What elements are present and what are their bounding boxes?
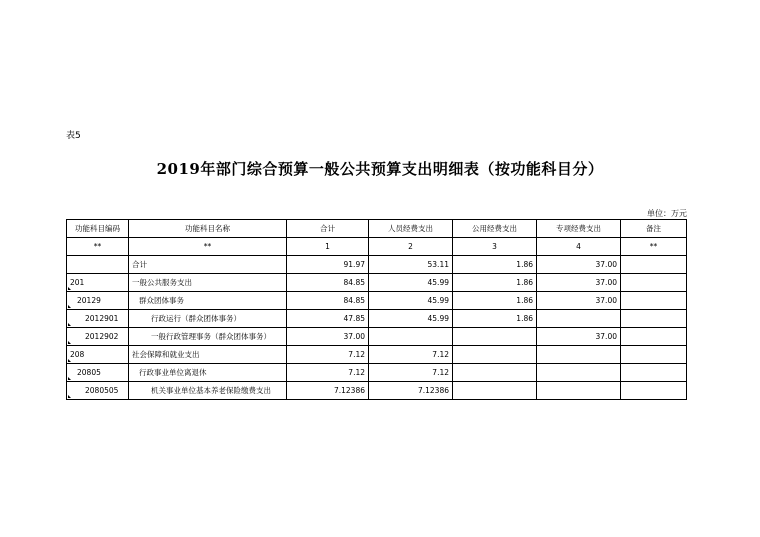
note-cell	[621, 292, 687, 310]
public-cell: 1.86	[453, 292, 537, 310]
name-cell: 行政运行（群众团体事务）	[129, 310, 287, 328]
public-cell: 1.86	[453, 310, 537, 328]
code-cell: 2012901	[67, 310, 129, 328]
table-row	[67, 328, 687, 346]
code-cell: 2080505	[67, 382, 129, 400]
total-cell: 91.97	[287, 256, 369, 274]
public-cell: 1.86	[453, 256, 537, 274]
index-cell: **	[129, 238, 287, 256]
personnel-cell: 45.99	[369, 292, 453, 310]
code-cell	[67, 256, 129, 274]
index-cell: 3	[453, 238, 537, 256]
index-row	[67, 238, 687, 256]
header-row	[67, 220, 687, 238]
total-cell: 84.85	[287, 292, 369, 310]
name-cell: 合计	[129, 256, 287, 274]
public-cell	[453, 364, 537, 382]
name-cell: 一般行政管理事务（群众团体事务）	[129, 328, 287, 346]
special-cell	[537, 382, 621, 400]
total-cell: 7.12	[287, 364, 369, 382]
special-cell	[537, 346, 621, 364]
index-cell: 4	[537, 238, 621, 256]
public-cell: 1.86	[453, 274, 537, 292]
name-cell: 一般公共服务支出	[129, 274, 287, 292]
special-cell	[537, 310, 621, 328]
personnel-cell: 45.99	[369, 274, 453, 292]
code-cell: 201	[67, 274, 129, 292]
personnel-cell: 7.12	[369, 346, 453, 364]
name-cell: 机关事业单位基本养老保险缴费支出	[129, 382, 287, 400]
personnel-cell: 7.12386	[369, 382, 453, 400]
public-cell	[453, 382, 537, 400]
total-cell: 84.85	[287, 274, 369, 292]
name-cell: 社会保障和就业支出	[129, 346, 287, 364]
expenditure-table	[66, 219, 687, 400]
table-row	[67, 310, 687, 328]
personnel-cell	[369, 328, 453, 346]
column-header: 合计	[287, 220, 369, 238]
note-cell	[621, 328, 687, 346]
total-cell: 37.00	[287, 328, 369, 346]
index-cell: 2	[369, 238, 453, 256]
special-cell: 37.00	[537, 256, 621, 274]
special-cell: 37.00	[537, 292, 621, 310]
public-cell	[453, 328, 537, 346]
index-cell: 1	[287, 238, 369, 256]
code-cell: 2012902	[67, 328, 129, 346]
name-cell: 行政事业单位离退休	[129, 364, 287, 382]
note-cell	[621, 256, 687, 274]
total-cell: 47.85	[287, 310, 369, 328]
table-row	[67, 364, 687, 382]
column-header: 功能科目名称	[129, 220, 287, 238]
note-cell	[621, 382, 687, 400]
note-cell	[621, 274, 687, 292]
column-header: 专项经费支出	[537, 220, 621, 238]
personnel-cell: 53.11	[369, 256, 453, 274]
column-header: 功能科目编码	[67, 220, 129, 238]
code-cell: 20129	[67, 292, 129, 310]
public-cell	[453, 346, 537, 364]
column-header: 公用经费支出	[453, 220, 537, 238]
document-title: 2019年部门综合预算一般公共预算支出明细表（按功能科目分）	[156, 160, 604, 178]
table-row	[67, 256, 687, 274]
table-row	[67, 292, 687, 310]
table-number-label: 表5	[66, 131, 81, 141]
note-cell	[621, 346, 687, 364]
name-cell: 群众团体事务	[129, 292, 287, 310]
total-cell: 7.12386	[287, 382, 369, 400]
personnel-cell: 7.12	[369, 364, 453, 382]
table-row	[67, 382, 687, 400]
unit-label: 单位：万元	[647, 209, 687, 218]
note-cell	[621, 364, 687, 382]
table-row	[67, 346, 687, 364]
column-header: 人员经费支出	[369, 220, 453, 238]
index-cell: **	[67, 238, 129, 256]
code-cell: 20805	[67, 364, 129, 382]
special-cell: 37.00	[537, 274, 621, 292]
total-cell: 7.12	[287, 346, 369, 364]
column-header: 备注	[621, 220, 687, 238]
note-cell	[621, 310, 687, 328]
personnel-cell: 45.99	[369, 310, 453, 328]
index-cell: **	[621, 238, 687, 256]
special-cell	[537, 364, 621, 382]
code-cell: 208	[67, 346, 129, 364]
table-row	[67, 274, 687, 292]
special-cell: 37.00	[537, 328, 621, 346]
